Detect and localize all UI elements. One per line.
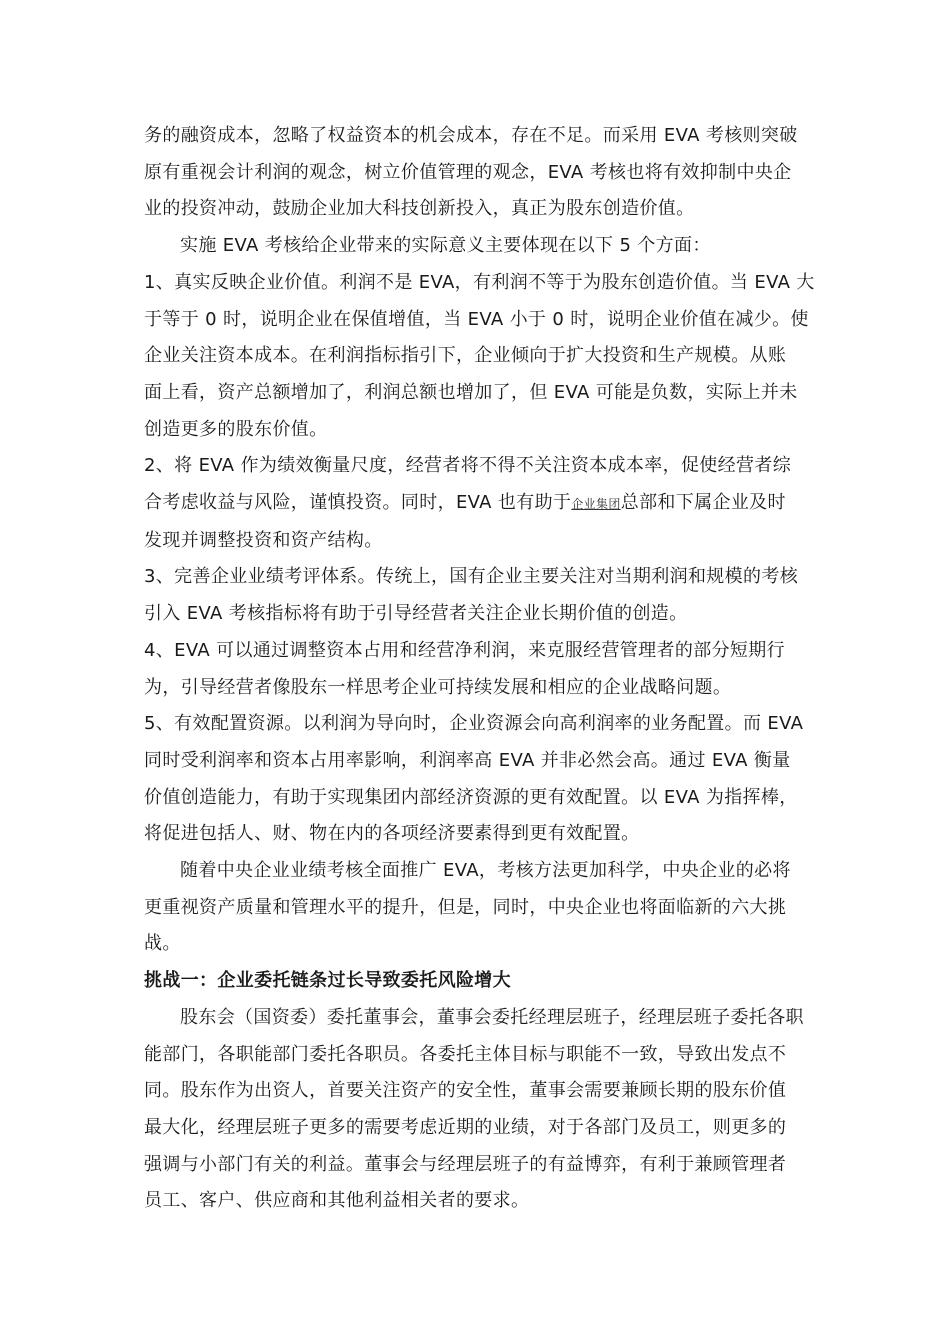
text-line: 同时受利润率和资本占用率影响，利润率高 EVA 并非必然会高。通过 EVA 衡量 (144, 749, 791, 771)
text-line: 股东会（国资委）委托董事会，董事会委托经理层班子，经理层班子委托各职 (180, 1006, 804, 1028)
text-segment: 合考虑收益与风险，谨慎投资。同时，EVA 也有助于 (144, 492, 572, 514)
text-line: 能部门，各职能部门委托各职员。各委托主体目标与职能不一致，导致出发点不 (144, 1043, 787, 1065)
text-line: 为，引导经营者像股东一样思考企业可持续发展和相应的企业战略问题。 (144, 676, 732, 698)
text-line: 随着中央企业业绩考核全面推广 EVA，考核方法更加科学，中央企业的必将 (180, 860, 791, 882)
text-line: 引入 EVA 考核指标将有助于引导经营者关注企业长期价值的创造。 (144, 603, 688, 625)
text-line: 面上看，资产总额增加了，利润总额也增加了，但 EVA 可能是负数，实际上并未 (144, 381, 798, 403)
paragraph-challenge-1-body (144, 1000, 810, 1220)
text-line: 员工、客户、供应商和其他利益相关者的要求。 (144, 1190, 530, 1212)
text-line: 业的投资冲动，鼓励企业加大科技创新投入，真正为股东创造价值。 (144, 198, 695, 220)
text-line: 务的融资成本，忽略了权益资本的机会成本，存在不足。而采用 EVA 考核则突破 (144, 125, 798, 146)
text-line: 3、完善企业业绩考评体系。传统上，国有企业主要关注对当期利润和规模的考核 (144, 566, 799, 588)
text-line: 实施 EVA 考核给企业带来的实际意义主要体现在以下 5 个方面： (180, 235, 711, 257)
list-item-4 (144, 633, 810, 706)
text-line: 发现并调整投资和资产结构。 (144, 529, 383, 551)
text-line-with-link (144, 485, 810, 523)
paragraph-challenges-intro (144, 853, 810, 963)
list-item-5 (144, 706, 810, 853)
text-line: 最大化，经理层班子更多的需要考虑近期的业绩，对于各部门及员工，则更多的 (144, 1116, 787, 1138)
text-line: 于等于 0 时，说明企业在保值增值，当 EVA 小于 0 时，说明企业价值在减少。使 (144, 308, 809, 330)
list-item-3 (144, 559, 810, 632)
heading-text: 挑战一：企业委托链条过长导致委托风险增大 (144, 970, 511, 992)
list-item-1 (144, 265, 815, 449)
section-heading-challenge-1 (144, 963, 810, 1000)
text-line: 4、EVA 可以通过调整资本占用和经营净利润，来克服经营管理者的部分短期行 (144, 639, 785, 661)
list-item-2 (144, 448, 810, 559)
text-line: 2、将 EVA 作为绩效衡量尺度，经营者将不得不关注资本成本率，促使经营者综 (144, 455, 792, 477)
text-segment: 总部和下属企业及时 (620, 492, 786, 514)
enterprise-group-link[interactable]: 企业集团 (571, 497, 621, 512)
text-line: 创造更多的股东价值。 (144, 418, 328, 440)
paragraph-significance-lead (144, 228, 810, 265)
text-line: 1、真实反映企业价值。利润不是 EVA，有利润不等于为股东创造价值。当 EVA 大 (144, 271, 815, 293)
text-line: 5、有效配置资源。以利润为导向时，企业资源会向高利润率的业务配置。而 EVA (144, 713, 804, 735)
text-line: 企业关注资本成本。在利润指标指引下，企业倾向于扩大投资和生产规模。从账 (144, 345, 787, 367)
text-line: 原有重视会计利润的观念，树立价值管理的观念，EVA 考核也将有效抑制中央企 (144, 161, 792, 183)
text-line: 战。 (144, 933, 181, 955)
text-line: 同。股东作为出资人，首要关注资产的安全性，董事会需要兼顾长期的股东价值 (144, 1080, 787, 1102)
text-line: 更重视资产质量和管理水平的提升，但是，同时，中央企业也将面临新的六大挑 (144, 896, 787, 918)
text-line: 强调与小部门有关的利益。董事会与经理层班子的有益博弈，有利于兼顾管理者 (144, 1153, 787, 1175)
paragraph-eva-intro (144, 118, 810, 228)
text-line: 将促进包括人、财、物在内的各项经济要素得到更有效配置。 (144, 823, 640, 845)
text-line: 价值创造能力，有助于实现集团内部经济资源的更有效配置。以 EVA 为指挥棒， (144, 786, 798, 808)
